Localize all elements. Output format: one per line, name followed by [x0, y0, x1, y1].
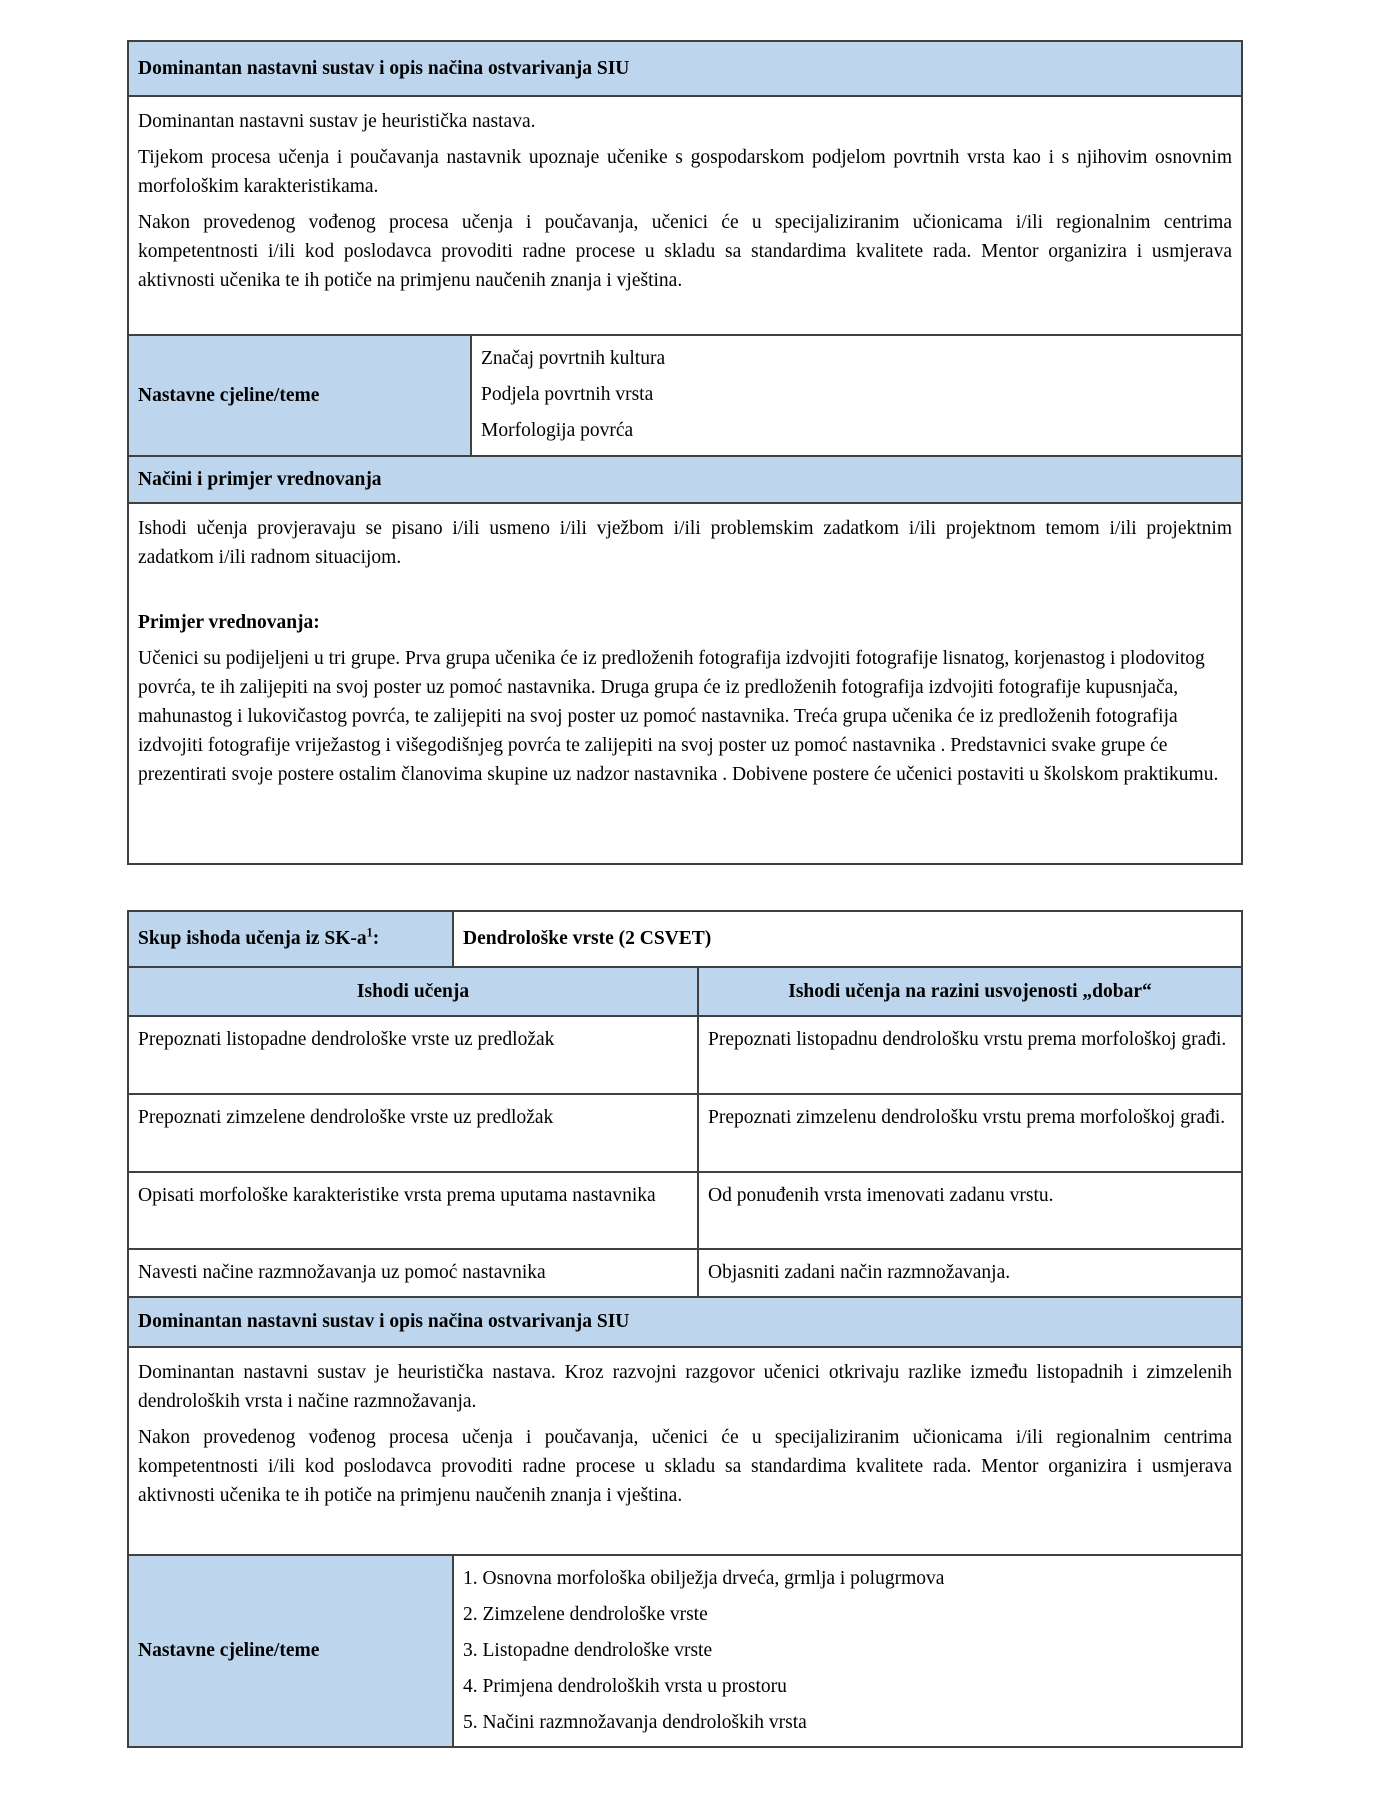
ishod-text: Od ponuđenih vrsta imenovati zadanu vrstu.: [708, 1185, 1054, 1206]
ishod-cell-left: [129, 1173, 697, 1248]
ishodi-data-row: [129, 1093, 1241, 1171]
table-siu-povrtne-vrste: [127, 40, 1243, 865]
cjeline-item: 2. Zimzelene dendrološke vrste: [463, 1604, 708, 1625]
ishod-text: Prepoznati zimzelenu dendrološku vrstu prema morfološkoj građi.: [708, 1107, 1226, 1128]
siu-header-text-2: Dominantan nastavni sustav i opis načina ostvarivanja SIU: [138, 1311, 630, 1332]
ishod-text: Objasniti zadani način razmnožavanja.: [708, 1262, 1011, 1283]
siu-description-cell-1: [129, 95, 1241, 334]
ishod-cell-left: [129, 1250, 697, 1296]
siu-paragraph: Tijekom procesa učenja i poučavanja nastavnik upoznaje učenike s gospodarskom podjelom povrtnih vrsta kao i s njihovim osnovnim morfološkim karakteristikama.: [138, 147, 1232, 197]
skup-ishoda-value: Dendrološke vrste (2 CSVET): [463, 928, 712, 949]
cjeline-label-cell-1: [129, 336, 470, 455]
primjer-vrednovanja-label: Primjer vrednovanja:: [138, 612, 320, 633]
cjeline-row-2: [129, 1554, 1241, 1746]
ishodi-ucenja-header: Ishodi učenja: [356, 980, 470, 1002]
footnote-reference: 1: [366, 925, 373, 940]
siu-paragraph: Nakon provedenog vođenog procesa učenja i poučavanja, učenici će u specijaliziranim učionicama i/ili regionalnim centrima kompetentnosti i/ili kod poslodavca provoditi radne procese u skladu sa standardima kvalitete rada. Mentor organizira i usmjerava aktivnosti učenika te ih potiče na primjenu naučenih znanja i vještina.: [138, 212, 1232, 291]
ishodi-data-row: [129, 1171, 1241, 1248]
skup-ishoda-label-suffix: :: [372, 928, 380, 949]
cjeline-item: 4. Primjena dendroloških vrsta u prostoru: [463, 1676, 787, 1697]
ishod-cell-right: [697, 1173, 1241, 1248]
siu-paragraph: Dominantan nastavni sustav je heuristička nastava. Kroz razvojni razgovor učenici otkrivaju razlike između listopadnih i zimzelenih dendroloških vrsta i načine razmnožavanja.: [138, 1362, 1232, 1412]
cjeline-item: 1. Osnovna morfološka obilježja drveća, grmlja i polugrmova: [463, 1568, 945, 1589]
table-siu-dendroloske-vrste: [127, 910, 1243, 1748]
vrednovanje-header-bar: [129, 455, 1241, 502]
cjeline-item: 3. Listopadne dendrološke vrste: [463, 1640, 713, 1661]
cjeline-label-cell-2: [129, 1556, 452, 1746]
ishod-text: Prepoznati listopadnu dendrološku vrstu prema morfološkoj građi.: [708, 1029, 1227, 1050]
siu-header-text-1: Dominantan nastavni sustav i opis načina ostvarivanja SIU: [138, 57, 630, 79]
ishod-cell-left: [129, 1017, 697, 1093]
ishod-text: Opisati morfološke karakteristike vrsta prema uputama nastavnika: [138, 1185, 656, 1206]
cjeline-row-1: [129, 334, 1241, 455]
cjeline-item: Morfologija povrća: [481, 420, 634, 441]
skup-ishoda-value-cell: [452, 912, 1241, 966]
skup-ishoda-label-cell: [129, 912, 452, 966]
skup-ishoda-label: [138, 925, 380, 950]
ishod-text: Prepoznati zimzelene dendrološke vrste uz predložak: [138, 1107, 554, 1128]
ishodi-ucenja-header-cell: [129, 968, 697, 1015]
ishodi-data-row: [129, 1248, 1241, 1296]
siu-paragraph: Dominantan nastavni sustav je heuristička nastava.: [138, 111, 536, 132]
ishod-text: Prepoznati listopadne dendrološke vrste uz predložak: [138, 1029, 555, 1050]
vrednovanje-intro: Ishodi učenja provjeravaju se pisano i/ili usmeno i/ili vježbom i/ili problemskim zadatkom i/ili projektnom temom i/ili projektnim zadatkom i/ili radnom situacijom.: [138, 518, 1232, 568]
cjeline-items-cell-1: [470, 336, 1241, 455]
cjeline-items-cell-2: [452, 1556, 1241, 1746]
skup-ishoda-label-prefix: Skup ishoda učenja iz SK-a: [138, 928, 367, 949]
table-gap: [127, 865, 1243, 910]
siu-paragraph: Nakon provedenog vođenog procesa učenja i poučavanja, učenici će u specijaliziranim učionicama i/ili regionalnim centrima kompetentnosti i/ili kod poslodavca provoditi radne procese u skladu sa standardima kvalitete rada. Mentor organizira i usmjerava aktivnosti učenika te ih potiče na primjenu naučenih znanja i vještina.: [138, 1427, 1232, 1506]
ishod-cell-right: [697, 1095, 1241, 1171]
primjer-vrednovanja-text: Učenici su podijeljeni u tri grupe. Prva grupa učenika će iz predloženih fotografija izdvojiti fotografije lisnatog, korjenastog i plodovitog povrća, te ih zalijepiti na svoj poster uz pomoć nastavnika. Druga grupa će iz predloženih fotografija izdvojiti fotografije kupusnjača, mahunastog i lukovičastog povrća, te zalijepiti na svoj poster uz pomoć nastavnika. Treća grupa učenika će iz predloženih fotografija izdvojiti fotografije vriježastog i višegodišnjeg povrća te zalijepiti na svoj poster uz pomoć nastavnika . Predstavnici svake grupe će prezentirati svoje postere ostalim članovima skupine uz nadzor nastavnika . Dobivene postere će učenici postaviti u školskom praktikumu.: [138, 648, 1219, 785]
cjeline-label-2: Nastavne cjeline/teme: [138, 1640, 320, 1661]
skup-ishoda-row: [129, 912, 1241, 966]
cjeline-item: Značaj povrtnih kultura: [481, 348, 666, 369]
siu-header-bar-1: [129, 42, 1241, 95]
vrednovanje-header-text: Načini i primjer vrednovanja: [138, 468, 382, 490]
ishodi-dobar-header: Ishodi učenja na razini usvojenosti „dobar“: [788, 980, 1152, 1002]
vrednovanje-content-cell: [129, 502, 1241, 863]
ishod-cell-left: [129, 1095, 697, 1171]
ishod-text: Navesti načine razmnožavanja uz pomoć nastavnika: [138, 1262, 546, 1283]
blank-line: [138, 579, 1232, 608]
ishodi-dobar-header-cell: [697, 968, 1241, 1015]
ishodi-header-row: [129, 966, 1241, 1015]
cjeline-label-1: Nastavne cjeline/teme: [138, 384, 320, 406]
ishod-cell-right: [697, 1017, 1241, 1093]
cjeline-item: 5. Načini razmnožavanja dendroloških vrsta: [463, 1712, 807, 1733]
ishod-cell-right: [697, 1250, 1241, 1296]
cjeline-item: Podjela povrtnih vrsta: [481, 384, 654, 405]
siu-header-bar-2: [129, 1296, 1241, 1346]
siu-description-cell-2: [129, 1346, 1241, 1554]
ishodi-data-row: [129, 1015, 1241, 1093]
